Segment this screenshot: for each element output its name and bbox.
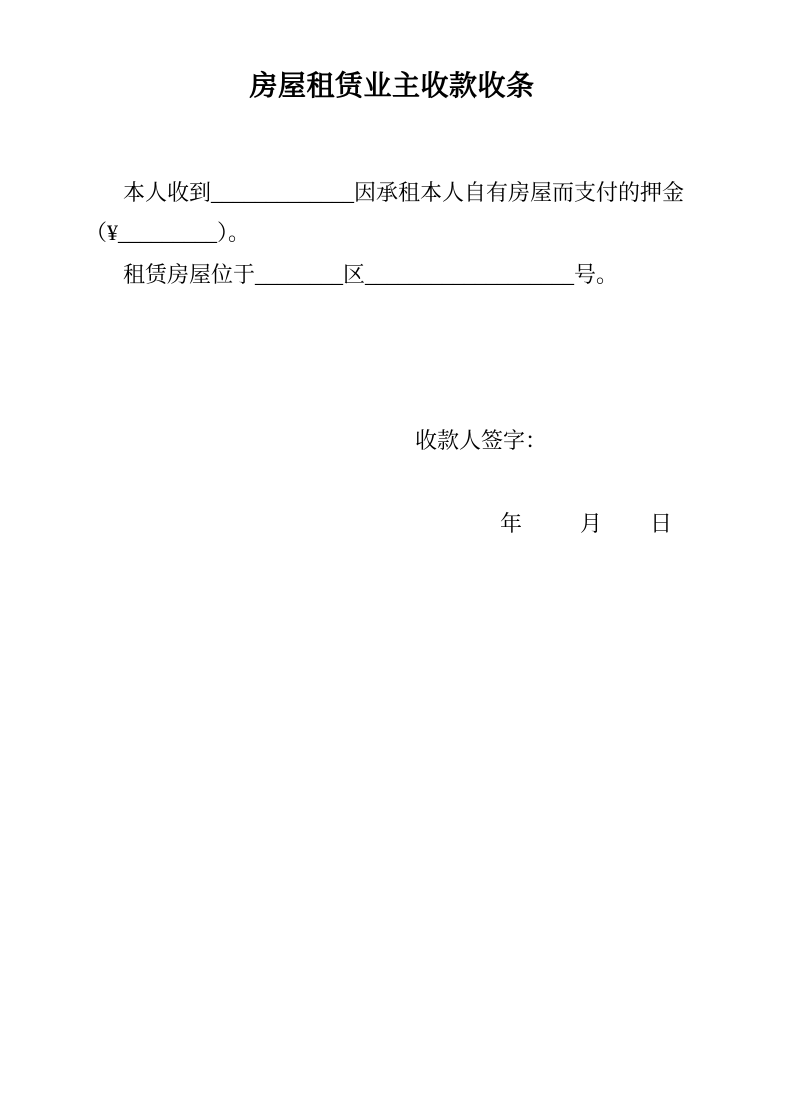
date-line bbox=[500, 510, 672, 538]
district-suffix-text: 区 bbox=[343, 262, 366, 287]
payee-signature-label: 收款人签字： bbox=[415, 428, 548, 453]
day-label: 日 bbox=[650, 511, 673, 536]
month-label: 月 bbox=[580, 511, 603, 536]
amount-open-text: （¥ bbox=[85, 220, 119, 245]
year-label: 年 bbox=[500, 511, 523, 536]
deposit-paragraph-line2 bbox=[85, 219, 250, 247]
address-lead-text: 租赁房屋位于 bbox=[123, 262, 256, 287]
document-title: 房屋租赁业主收款收条 bbox=[249, 71, 535, 102]
payer-name-blank: _____________ bbox=[211, 180, 355, 205]
deposit-paragraph-line1 bbox=[123, 179, 684, 207]
address-paragraph bbox=[123, 261, 618, 289]
address-tail-text: 号。 bbox=[574, 262, 619, 287]
amount-close-text: ）。 bbox=[217, 220, 251, 245]
deposit-tail-text: 因承租本人自有房屋而支付的押金 bbox=[354, 180, 685, 205]
district-blank: ________ bbox=[255, 262, 344, 287]
address-number-blank: ___________________ bbox=[365, 262, 575, 287]
amount-blank: _________ bbox=[118, 220, 218, 245]
deposit-lead-text: 本人收到 bbox=[123, 180, 212, 205]
